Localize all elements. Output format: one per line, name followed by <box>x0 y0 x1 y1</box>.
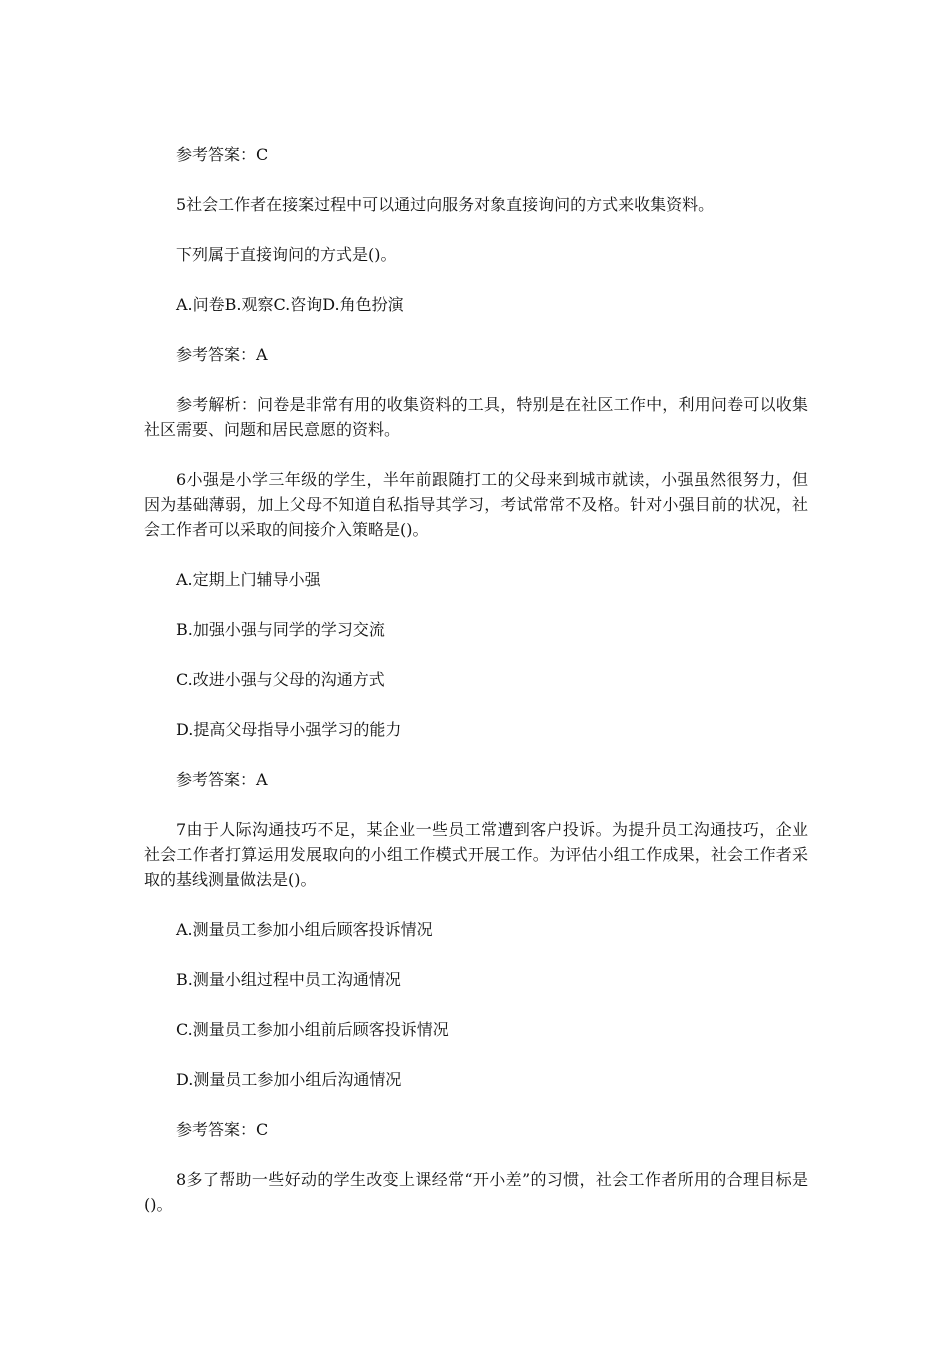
question-8-stem: 8多了帮助一些好动的学生改变上课经常“开小差”的习惯，社会工作者所用的合理目标是()。 <box>144 1170 808 1214</box>
question-6-option-c: C.改进小强与父母的沟通方式 <box>176 670 385 689</box>
question-6-option-d: D.提高父母指导小强学习的能力 <box>176 720 402 739</box>
question-6-stem: 6小强是小学三年级的学生，半年前跟随打工的父母来到城市就读，小强虽然很努力，但因为基础薄弱，加上父母不知道自私指导其学习，考试常常不及格。针对小强目前的状况，社会工作者可以采取的间接介入策略是()。 <box>144 470 808 539</box>
question-5-answer: 参考答案：A <box>176 345 268 364</box>
question-7-stem: 7由于人际沟通技巧不足，某企业一些员工常遭到客户投诉。为提升员工沟通技巧，企业社会工作者打算运用发展取向的小组工作模式开展工作。为评估小组工作成果，社会工作者采取的基线测量做法是()。 <box>144 820 808 889</box>
question-7-option-d: D.测量员工参加小组后沟通情况 <box>176 1070 402 1089</box>
question-5-explanation: 参考解析：问卷是非常有用的收集资料的工具，特别是在社区工作中，利用问卷可以收集社区需要、问题和居民意愿的资料。 <box>144 395 808 439</box>
question-7-option-b: B.测量小组过程中员工沟通情况 <box>176 970 401 989</box>
document-body <box>144 142 808 1242</box>
question-7-option-a: A.测量员工参加小组后顾客投诉情况 <box>176 920 433 939</box>
question-6-option-b: B.加强小强与同学的学习交流 <box>176 620 385 639</box>
question-6-answer: 参考答案：A <box>176 770 268 789</box>
answer-line: 参考答案：C <box>176 145 269 164</box>
question-5-options: A.问卷B.观察C.咨询D.角色扮演 <box>176 295 404 314</box>
question-5-prompt: 下列属于直接询问的方式是()。 <box>176 245 397 264</box>
question-5-stem: 5社会工作者在接案过程中可以通过向服务对象直接询问的方式来收集资料。 <box>176 195 715 214</box>
question-6-option-a: A.定期上门辅导小强 <box>176 570 321 589</box>
question-7-option-c: C.测量员工参加小组前后顾客投诉情况 <box>176 1020 449 1039</box>
question-7-answer: 参考答案：C <box>176 1120 269 1139</box>
